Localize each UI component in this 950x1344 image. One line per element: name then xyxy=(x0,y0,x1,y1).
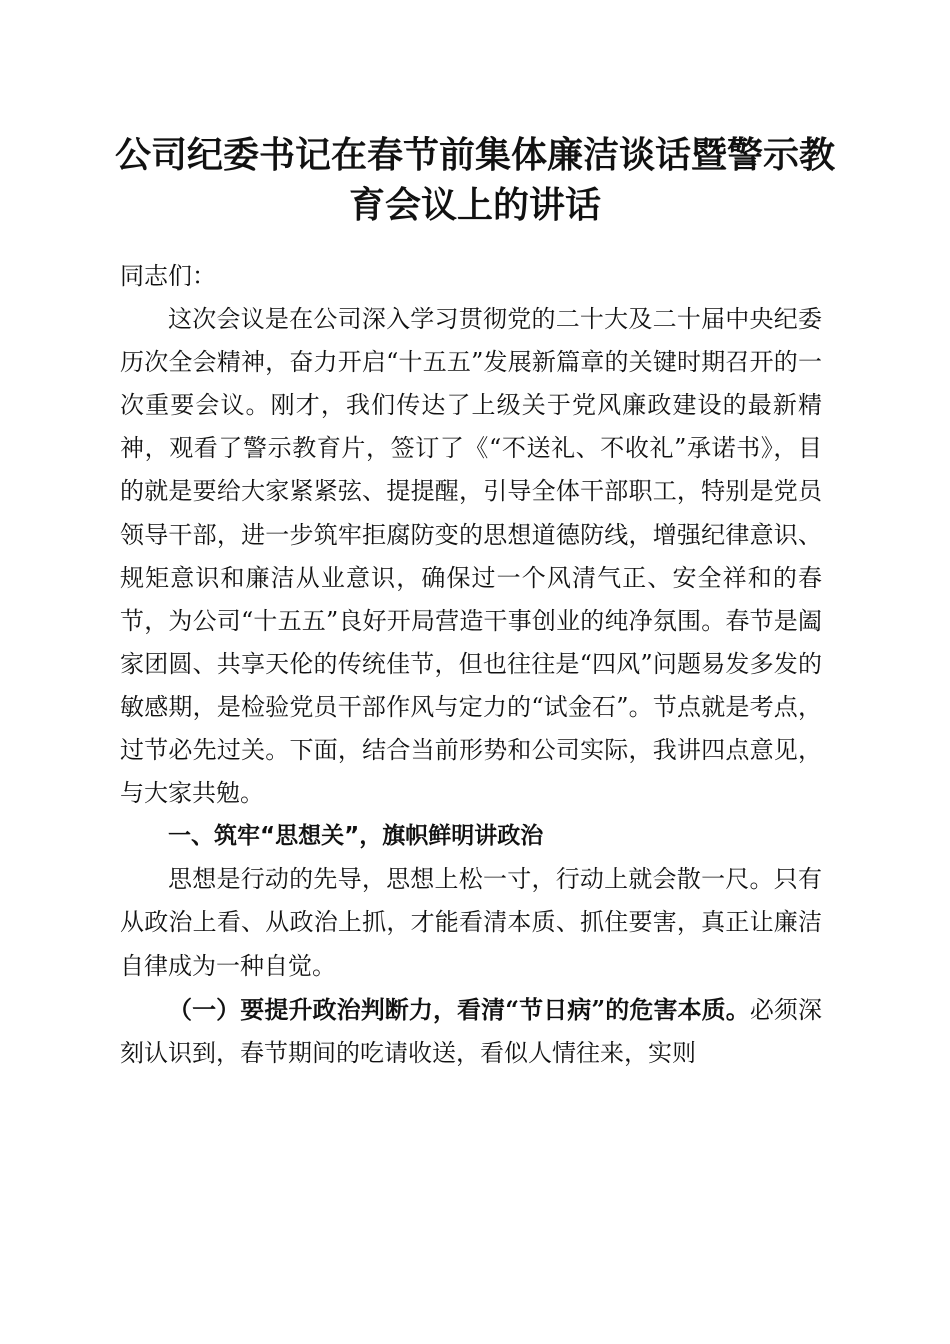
paragraph-subsection-1 xyxy=(120,988,822,1075)
document-title xyxy=(100,130,850,230)
subsection-1-lead: （一）要提升政治判断力，看清“节日病”的危害本质。 xyxy=(168,994,750,1024)
paragraph-intro: 这次会议是在公司深入学习贯彻党的二十大及二十届中央纪委历次全会精神，奋力开启“十五五”发展新篇章的关键时期召开的一次重要会议。刚才，我们传达了上级关于党风廉政建设的最新精神，观看了警示教育片，签订了《“不送礼、不收礼”承诺书》，目的就是要给大家紧紧弦、提提醒，引导全体干部职工，特别是党员领导干部，进一步筑牢拒腐防变的思想道德防线，增强纪律意识、规矩意识和廉洁从业意识，确保过一个风清气正、安全祥和的春节，为公司“十五五”良好开局营造干事创业的纯净氛围。春节是阖家团圆、共享天伦的传统佳节，但也往往是“四风”问题易发多发的敏感期，是检验党员干部作风与定力的“试金石”。节点就是考点，过节必先过关。下面，结合当前形势和公司实际，我讲四点意见，与大家共勉。 xyxy=(120,305,822,808)
title-line-2: 育会议上的讲话 xyxy=(348,184,601,226)
section-heading-1: 一、筑牢“思想关”，旗帜鲜明讲政治 xyxy=(168,823,544,850)
salutation: 同志们： xyxy=(120,262,216,290)
paragraph-section-1: 思想是行动的先导，思想上松一寸，行动上就会散一尺。只有从政治上看、从政治上抓，才能看清本质、抓住要害，真正让廉洁自律成为一种自觉。 xyxy=(120,865,822,980)
subsection-1-text: 必须深刻认识到，春节期间的吃请收送，看似人情往来，实则 xyxy=(120,995,823,1067)
title-line-1: 公司纪委书记在春节前集体廉洁谈话暨警示教 xyxy=(114,134,835,176)
document-body xyxy=(120,255,822,1075)
